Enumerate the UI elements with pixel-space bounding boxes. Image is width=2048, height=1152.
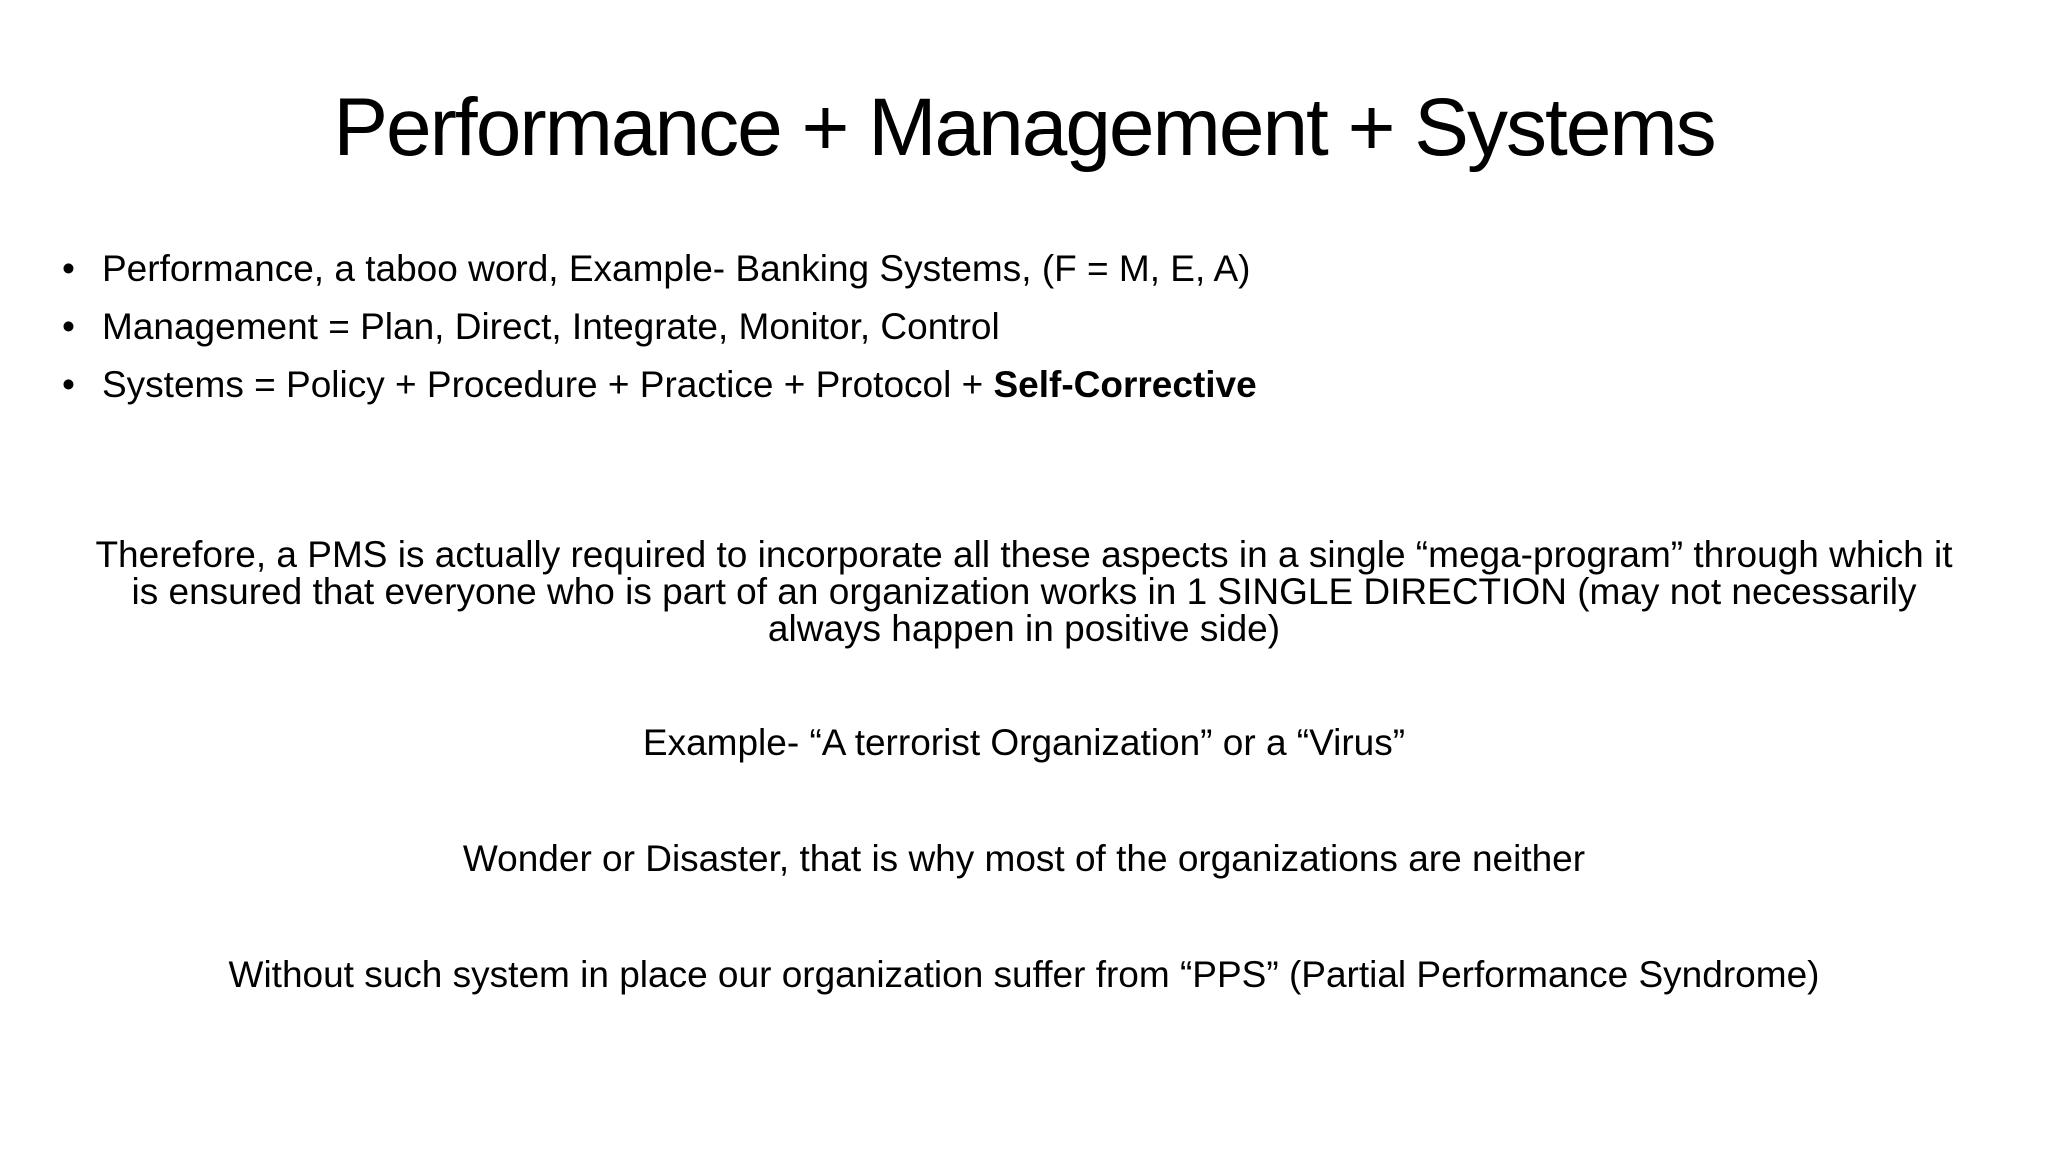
bullet-text: Performance, a taboo word, Example- Banking Systems, (F = M, E, A) [102,248,1251,289]
paragraph-example: Example- “A terrorist Organization” or a “Virus” [642,722,1406,763]
bullet-item-management [62,298,1962,356]
bullet-text: Systems = Policy + Procedure + Practice + Protocol + [102,364,994,405]
slide-title: Performance + Management + Systems [333,82,1715,173]
bullet-item-systems [62,356,1962,414]
paragraph-therefore: Therefore, a PMS is actually required to incorporate all these aspects in a single “mega-program” through which it is ensured that everyone who is part of an organization works in 1 SINGLE DIRECTION (may not necessarily always happen in positive side) [95,534,1953,649]
bullet-text: Management = Plan, Direct, Integrate, Monitor, Control [102,306,1000,347]
paragraph-wonder: Wonder or Disaster, that is why most of the organizations are neither [462,838,1586,879]
bullet-dot: • [62,364,75,405]
bullet-bold-text: Self-Corrective [993,364,1257,405]
bullet-dot: • [62,248,75,289]
bullet-dot: • [62,306,75,347]
paragraph-without: Without such system in place our organization suffer from “PPS” (Partial Performance Syndrome) [228,954,1820,995]
bullet-list [62,240,1962,414]
bullet-item-performance [62,240,1962,298]
